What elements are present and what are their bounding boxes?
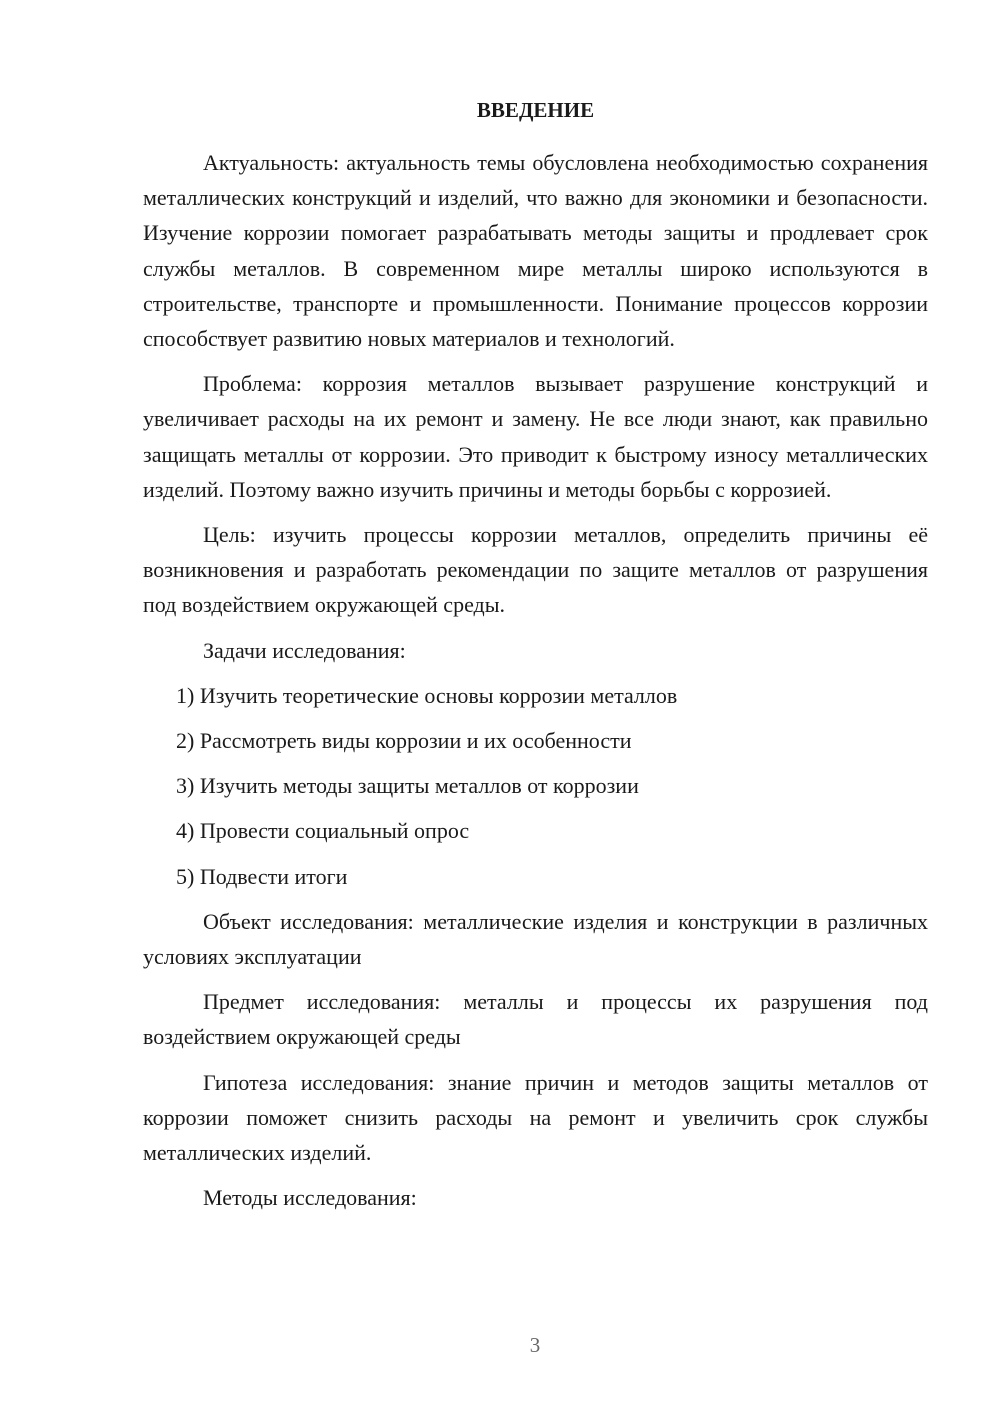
list-item: 5) Подвести итоги xyxy=(176,863,348,889)
document-page xyxy=(143,95,928,1225)
list-item: 4) Провести социальный опрос xyxy=(176,818,470,844)
paragraph-problem: Проблема: коррозия металлов вызывает разрушение конструкций и увеличивает расходы на их ремонт и замену. Не все люди знают, как правильно защищать металлы от коррозии. Это приводит к быстрому износу металлических изделий. Поэтому важно изучить причины и методы борьбы с коррозией. xyxy=(143,371,928,502)
list-item: 3) Изучить методы защиты металлов от коррозии xyxy=(176,773,639,799)
paragraph-subject: Предмет исследования: металлы и процессы их разрушения под воздействием окружающей среды xyxy=(143,989,928,1050)
paragraph-hypothesis: Гипотеза исследования: знание причин и методов защиты металлов от коррозии поможет снизить расходы на ремонт и увеличить срок службы металлических изделий. xyxy=(143,1069,928,1166)
list-item: 1) Изучить теоретические основы коррозии металлов xyxy=(176,682,678,708)
tasks-heading: Задачи исследования: xyxy=(203,637,406,663)
task-list xyxy=(143,678,928,894)
methods-heading: Методы исследования: xyxy=(203,1185,417,1211)
list-item: 2) Рассмотреть виды коррозии и их особенности xyxy=(176,728,632,754)
page-title: ВВЕДЕНИЕ xyxy=(476,98,595,122)
page-number: 3 xyxy=(529,1333,541,1357)
paragraph-goal: Цель: изучить процессы коррозии металлов, определить причины её возникновения и разработать рекомендации по защите металлов от разрушения под воздействием окружающей среды. xyxy=(143,522,928,618)
paragraph-relevance: Актуальность: актуальность темы обусловлена необходимостью сохранения металлических конструкций и изделий, что важно для экономики и безопасности. Изучение коррозии помогает разрабатывать методы защиты и продлевает срок службы металлов. В современном мире металлы широко используются в строительстве, транспорте и промышленности. Понимание процессов коррозии способствует развитию новых материалов и технологий. xyxy=(143,150,928,352)
paragraph-object: Объект исследования: металлические изделия и конструкции в различных условиях эксплуатации xyxy=(143,908,928,970)
